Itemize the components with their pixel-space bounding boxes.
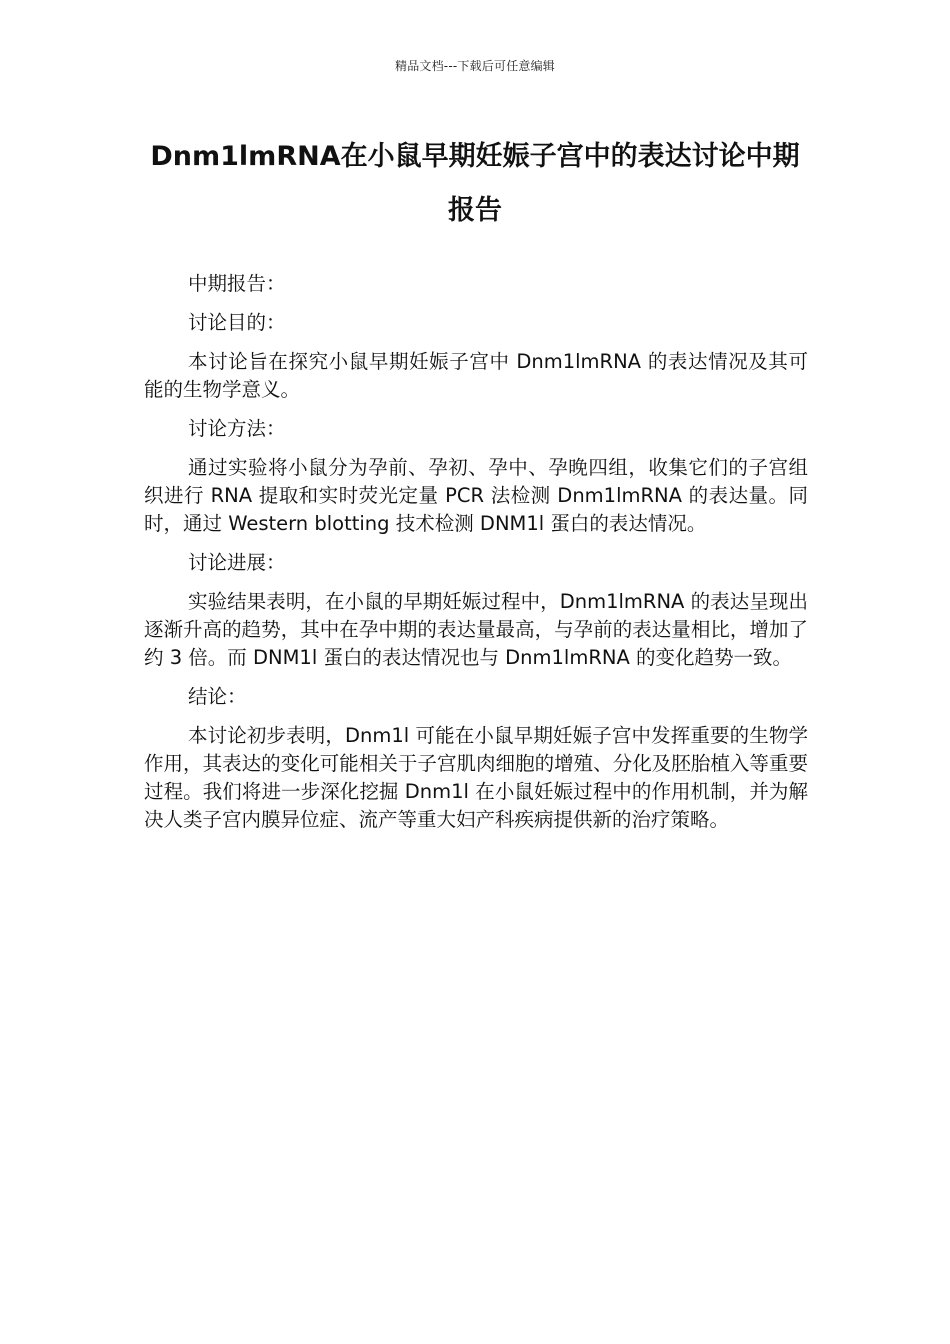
section-label-conclusion: 结论： [188,685,247,708]
section-label-methods: 讨论方法： [188,417,286,440]
header-note: 精品文档---下载后可任意编辑 [395,59,555,73]
paragraph-purpose: 本讨论旨在探究小鼠早期妊娠子宫中 Dnm1lmRNA 的表达情况及其可能的生物学意义。 [144,350,808,401]
paragraph-progress: 实验结果表明，在小鼠的早期妊娠过程中，Dnm1lmRNA 的表达呈现出逐渐升高的趋势，其中在孕中期的表达量最高，与孕前的表达量相比，增加了约 3 倍。而 DNM1l 蛋白的表达情况也与 Dnm1lmRNA 的变化趋势一致。 [144,590,808,669]
document-title: Dnm1lmRNA在小鼠早期妊娠子宫中的表达讨论中期报告 [150,141,800,226]
paragraph-conclusion: 本讨论初步表明，Dnm1l 可能在小鼠早期妊娠子宫中发挥重要的生物学作用，其表达的变化可能相关于子宫肌肉细胞的增殖、分化及胚胎植入等重要过程。我们将进一步深化挖掘 Dnm1l 在小鼠妊娠过程中的作用机制，并为解决人类子宫内膜异位症、流产等重大妇产科疾病提供新的治疗策略。 [144,724,808,831]
paragraph-methods: 通过实验将小鼠分为孕前、孕初、孕中、孕晚四组，收集它们的子宫组织进行 RNA 提取和实时荧光定量 PCR 法检测 Dnm1lmRNA 的表达量。同时，通过 Western blotting 技术检测 DNM1l 蛋白的表达情况。 [144,456,808,535]
document-body [144,270,808,845]
section-label-progress: 讨论进展： [188,551,286,574]
section-label-purpose: 讨论目的： [188,311,286,334]
section-label-midterm-report: 中期报告： [188,272,286,295]
